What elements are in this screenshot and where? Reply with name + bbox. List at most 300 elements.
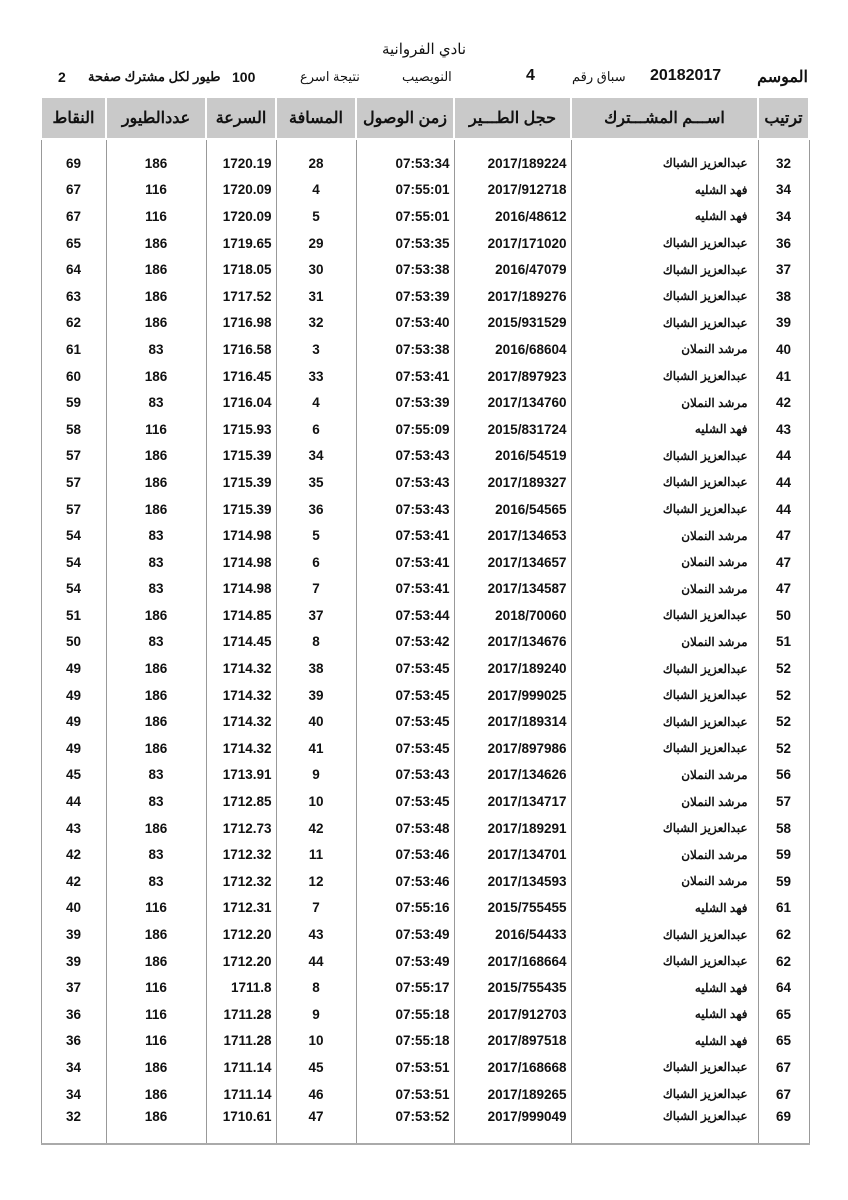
cell-speed: 1712.32 xyxy=(206,841,276,868)
cell-rank: 32 xyxy=(758,139,809,177)
cell-name: عبدالعزيز الشباك xyxy=(571,1054,758,1081)
cell-points: 69 xyxy=(41,139,106,177)
cell-ring: 2017/134717 xyxy=(454,788,571,815)
table-row xyxy=(41,868,809,895)
cell-rank: 56 xyxy=(758,762,809,789)
cell-speed: 1715.39 xyxy=(206,469,276,496)
cell-ring: 2017/189291 xyxy=(454,815,571,842)
cell-rank: 52 xyxy=(758,682,809,709)
club-title: نادي الفروانية xyxy=(381,41,467,58)
cell-ring: 2017/912703 xyxy=(454,1001,571,1028)
cell-speed: 1714.98 xyxy=(206,549,276,576)
cell-arrival: 07:53:46 xyxy=(356,868,454,895)
cell-points: 42 xyxy=(41,841,106,868)
cell-name: عبدالعزيز الشباك xyxy=(571,655,758,682)
cell-ring: 2017/134676 xyxy=(454,629,571,656)
cell-bird-count: 186 xyxy=(106,921,206,948)
cell-bird-count: 83 xyxy=(106,389,206,416)
table-body xyxy=(41,139,809,1144)
cell-ring: 2017/134587 xyxy=(454,576,571,603)
cell-points: 61 xyxy=(41,336,106,363)
race-location: النويصيب xyxy=(402,69,452,84)
table-row xyxy=(41,139,809,177)
cell-points: 39 xyxy=(41,921,106,948)
cell-points: 49 xyxy=(41,655,106,682)
cell-distance: 6 xyxy=(276,416,356,443)
cell-rank: 52 xyxy=(758,735,809,762)
cell-ring: 2017/897923 xyxy=(454,363,571,390)
cell-name: مرشد النملان xyxy=(571,841,758,868)
cell-points: 63 xyxy=(41,283,106,310)
cell-speed: 1714.98 xyxy=(206,576,276,603)
cell-distance: 43 xyxy=(276,921,356,948)
cell-arrival: 07:53:49 xyxy=(356,948,454,975)
table-row xyxy=(41,815,809,842)
cell-name: عبدالعزيز الشباك xyxy=(571,735,758,762)
cell-bird-count: 186 xyxy=(106,948,206,975)
cell-distance: 35 xyxy=(276,469,356,496)
cell-speed: 1714.32 xyxy=(206,708,276,735)
cell-distance: 5 xyxy=(276,203,356,230)
cell-ring: 2017/134593 xyxy=(454,868,571,895)
cell-distance: 40 xyxy=(276,708,356,735)
table-row xyxy=(41,841,809,868)
cell-name: عبدالعزيز الشباك xyxy=(571,1081,758,1108)
cell-points: 51 xyxy=(41,602,106,629)
column-header-ring: حجل الطـــير xyxy=(454,97,571,139)
cell-bird-count: 186 xyxy=(106,1107,206,1144)
cell-bird-count: 83 xyxy=(106,549,206,576)
cell-ring: 2017/171020 xyxy=(454,230,571,257)
cell-points: 39 xyxy=(41,948,106,975)
cell-rank: 36 xyxy=(758,230,809,257)
cell-ring: 2016/54433 xyxy=(454,921,571,948)
season-label: الموسم xyxy=(757,69,808,86)
cell-arrival: 07:53:38 xyxy=(356,256,454,283)
cell-rank: 40 xyxy=(758,336,809,363)
cell-bird-count: 116 xyxy=(106,1028,206,1055)
cell-points: 60 xyxy=(41,363,106,390)
cell-distance: 8 xyxy=(276,974,356,1001)
cell-rank: 34 xyxy=(758,203,809,230)
cell-arrival: 07:55:01 xyxy=(356,177,454,204)
cell-rank: 59 xyxy=(758,841,809,868)
cell-distance: 47 xyxy=(276,1107,356,1144)
cell-arrival: 07:53:43 xyxy=(356,496,454,523)
cell-bird-count: 83 xyxy=(106,841,206,868)
cell-name: مرشد النملان xyxy=(571,389,758,416)
cell-name: فهد الشليه xyxy=(571,203,758,230)
cell-points: 36 xyxy=(41,1001,106,1028)
cell-bird-count: 83 xyxy=(106,788,206,815)
cell-speed: 1711.28 xyxy=(206,1028,276,1055)
cell-name: عبدالعزيز الشباك xyxy=(571,496,758,523)
cell-arrival: 07:55:17 xyxy=(356,974,454,1001)
cell-speed: 1713.91 xyxy=(206,762,276,789)
cell-speed: 1720.09 xyxy=(206,177,276,204)
cell-name: عبدالعزيز الشباك xyxy=(571,948,758,975)
cell-points: 57 xyxy=(41,496,106,523)
cell-name: مرشد النملان xyxy=(571,788,758,815)
cell-distance: 41 xyxy=(276,735,356,762)
cell-ring: 2017/897986 xyxy=(454,735,571,762)
table-row xyxy=(41,230,809,257)
cell-speed: 1716.98 xyxy=(206,310,276,337)
cell-arrival: 07:53:43 xyxy=(356,443,454,470)
cell-arrival: 07:53:41 xyxy=(356,522,454,549)
cell-distance: 7 xyxy=(276,576,356,603)
table-row xyxy=(41,921,809,948)
cell-ring: 2016/54519 xyxy=(454,443,571,470)
cell-arrival: 07:53:51 xyxy=(356,1054,454,1081)
cell-rank: 65 xyxy=(758,1028,809,1055)
cell-name: مرشد النملان xyxy=(571,549,758,576)
table-row xyxy=(41,469,809,496)
cell-rank: 47 xyxy=(758,549,809,576)
cell-rank: 44 xyxy=(758,469,809,496)
cell-bird-count: 83 xyxy=(106,576,206,603)
table-row xyxy=(41,948,809,975)
page-number: 2 xyxy=(58,69,66,85)
cell-name: عبدالعزيز الشباك xyxy=(571,682,758,709)
cell-rank: 44 xyxy=(758,443,809,470)
cell-speed: 1712.73 xyxy=(206,815,276,842)
table-row xyxy=(41,974,809,1001)
cell-speed: 1712.20 xyxy=(206,921,276,948)
cell-rank: 42 xyxy=(758,389,809,416)
cell-points: 62 xyxy=(41,310,106,337)
cell-rank: 38 xyxy=(758,283,809,310)
cell-rank: 47 xyxy=(758,522,809,549)
cell-name: مرشد النملان xyxy=(571,629,758,656)
cell-ring: 2017/134653 xyxy=(454,522,571,549)
cell-rank: 67 xyxy=(758,1081,809,1108)
cell-ring: 2017/134626 xyxy=(454,762,571,789)
cell-speed: 1712.85 xyxy=(206,788,276,815)
cell-name: عبدالعزيز الشباك xyxy=(571,310,758,337)
cell-points: 64 xyxy=(41,256,106,283)
table-row xyxy=(41,363,809,390)
column-header-speed: السرعة xyxy=(206,97,276,139)
table-row xyxy=(41,602,809,629)
cell-arrival: 07:53:43 xyxy=(356,762,454,789)
cell-rank: 64 xyxy=(758,974,809,1001)
cell-points: 32 xyxy=(41,1107,106,1144)
cell-name: مرشد النملان xyxy=(571,576,758,603)
cell-points: 50 xyxy=(41,629,106,656)
cell-bird-count: 186 xyxy=(106,139,206,177)
table-row xyxy=(41,389,809,416)
cell-bird-count: 186 xyxy=(106,256,206,283)
cell-speed: 1711.8 xyxy=(206,974,276,1001)
cell-bird-count: 83 xyxy=(106,336,206,363)
cell-arrival: 07:53:41 xyxy=(356,549,454,576)
cell-distance: 38 xyxy=(276,655,356,682)
cell-speed: 1717.52 xyxy=(206,283,276,310)
cell-points: 49 xyxy=(41,735,106,762)
cell-points: 57 xyxy=(41,443,106,470)
cell-arrival: 07:53:39 xyxy=(356,283,454,310)
cell-ring: 2018/70060 xyxy=(454,602,571,629)
cell-points: 43 xyxy=(41,815,106,842)
cell-name: عبدالعزيز الشباك xyxy=(571,815,758,842)
cell-distance: 8 xyxy=(276,629,356,656)
cell-ring: 2015/755455 xyxy=(454,895,571,922)
cell-arrival: 07:53:45 xyxy=(356,708,454,735)
table-row xyxy=(41,1107,809,1144)
cell-distance: 29 xyxy=(276,230,356,257)
cell-distance: 45 xyxy=(276,1054,356,1081)
cell-ring: 2015/931529 xyxy=(454,310,571,337)
cell-arrival: 07:53:42 xyxy=(356,629,454,656)
cell-points: 40 xyxy=(41,895,106,922)
table-row xyxy=(41,549,809,576)
cell-rank: 58 xyxy=(758,815,809,842)
season-value: 20182017 xyxy=(650,67,722,84)
cell-bird-count: 116 xyxy=(106,416,206,443)
cell-speed: 1712.31 xyxy=(206,895,276,922)
cell-name: فهد الشليه xyxy=(571,974,758,1001)
cell-bird-count: 186 xyxy=(106,655,206,682)
cell-rank: 50 xyxy=(758,602,809,629)
table-row xyxy=(41,735,809,762)
table-row xyxy=(41,655,809,682)
cell-ring: 2017/134701 xyxy=(454,841,571,868)
cell-speed: 1710.61 xyxy=(206,1107,276,1144)
cell-ring: 2017/897518 xyxy=(454,1028,571,1055)
cell-rank: 67 xyxy=(758,1054,809,1081)
cell-arrival: 07:53:39 xyxy=(356,389,454,416)
cell-ring: 2017/168664 xyxy=(454,948,571,975)
cell-bird-count: 116 xyxy=(106,1001,206,1028)
cell-bird-count: 83 xyxy=(106,522,206,549)
cell-ring: 2017/912718 xyxy=(454,177,571,204)
table-row xyxy=(41,762,809,789)
cell-bird-count: 83 xyxy=(106,629,206,656)
cell-bird-count: 186 xyxy=(106,469,206,496)
column-header-distance: المسافة xyxy=(276,97,356,139)
cell-speed: 1714.85 xyxy=(206,602,276,629)
cell-ring: 2016/48612 xyxy=(454,203,571,230)
cell-arrival: 07:53:49 xyxy=(356,921,454,948)
cell-name: عبدالعزيز الشباك xyxy=(571,363,758,390)
cell-rank: 34 xyxy=(758,177,809,204)
cell-distance: 10 xyxy=(276,788,356,815)
cell-name: فهد الشليه xyxy=(571,895,758,922)
cell-speed: 1720.09 xyxy=(206,203,276,230)
table-row xyxy=(41,576,809,603)
cell-name: عبدالعزيز الشباك xyxy=(571,1107,758,1144)
cell-name: عبدالعزيز الشباك xyxy=(571,708,758,735)
cell-bird-count: 186 xyxy=(106,363,206,390)
cell-ring: 2017/189224 xyxy=(454,139,571,177)
cell-distance: 44 xyxy=(276,948,356,975)
cell-name: فهد الشليه xyxy=(571,1028,758,1055)
race-results-table xyxy=(40,96,810,1145)
cell-points: 34 xyxy=(41,1081,106,1108)
cell-bird-count: 186 xyxy=(106,735,206,762)
cell-rank: 65 xyxy=(758,1001,809,1028)
cell-distance: 33 xyxy=(276,363,356,390)
column-header-points: النقاط xyxy=(41,97,106,139)
cell-bird-count: 186 xyxy=(106,310,206,337)
column-header-arrival: زمن الوصول xyxy=(356,97,454,139)
cell-rank: 37 xyxy=(758,256,809,283)
cell-ring: 2017/134657 xyxy=(454,549,571,576)
cell-name: عبدالعزيز الشباك xyxy=(571,469,758,496)
cell-distance: 4 xyxy=(276,389,356,416)
cell-points: 65 xyxy=(41,230,106,257)
cell-speed: 1719.65 xyxy=(206,230,276,257)
cell-distance: 42 xyxy=(276,815,356,842)
cell-speed: 1712.32 xyxy=(206,868,276,895)
cell-points: 57 xyxy=(41,469,106,496)
cell-points: 54 xyxy=(41,522,106,549)
cell-name: مرشد النملان xyxy=(571,522,758,549)
table-row xyxy=(41,443,809,470)
cell-speed: 1712.20 xyxy=(206,948,276,975)
cell-distance: 46 xyxy=(276,1081,356,1108)
cell-distance: 31 xyxy=(276,283,356,310)
table-row xyxy=(41,336,809,363)
cell-distance: 37 xyxy=(276,602,356,629)
cell-arrival: 07:53:34 xyxy=(356,139,454,177)
cell-rank: 62 xyxy=(758,948,809,975)
cell-rank: 52 xyxy=(758,708,809,735)
cell-points: 37 xyxy=(41,974,106,1001)
cell-points: 34 xyxy=(41,1054,106,1081)
cell-bird-count: 116 xyxy=(106,177,206,204)
cell-distance: 36 xyxy=(276,496,356,523)
cell-distance: 32 xyxy=(276,310,356,337)
cell-distance: 28 xyxy=(276,139,356,177)
table-row xyxy=(41,1054,809,1081)
birds-per-page-value: 100 xyxy=(232,69,256,85)
cell-bird-count: 186 xyxy=(106,815,206,842)
cell-arrival: 07:55:16 xyxy=(356,895,454,922)
cell-arrival: 07:53:44 xyxy=(356,602,454,629)
cell-name: مرشد النملان xyxy=(571,762,758,789)
table-row xyxy=(41,177,809,204)
cell-arrival: 07:53:48 xyxy=(356,815,454,842)
cell-distance: 10 xyxy=(276,1028,356,1055)
cell-speed: 1715.93 xyxy=(206,416,276,443)
cell-points: 45 xyxy=(41,762,106,789)
cell-arrival: 07:55:09 xyxy=(356,416,454,443)
cell-ring: 2017/134760 xyxy=(454,389,571,416)
cell-bird-count: 186 xyxy=(106,602,206,629)
cell-speed: 1714.32 xyxy=(206,735,276,762)
cell-speed: 1716.58 xyxy=(206,336,276,363)
table-row xyxy=(41,629,809,656)
table-row xyxy=(41,1028,809,1055)
cell-arrival: 07:53:45 xyxy=(356,735,454,762)
cell-name: عبدالعزيز الشباك xyxy=(571,230,758,257)
cell-ring: 2017/999049 xyxy=(454,1107,571,1144)
cell-rank: 57 xyxy=(758,788,809,815)
cell-distance: 7 xyxy=(276,895,356,922)
column-header-rank: ترتيب xyxy=(758,97,809,139)
cell-arrival: 07:53:46 xyxy=(356,841,454,868)
column-header-name: اســـم المشـــترك xyxy=(571,97,758,139)
cell-bird-count: 186 xyxy=(106,443,206,470)
cell-rank: 41 xyxy=(758,363,809,390)
cell-name: عبدالعزيز الشباك xyxy=(571,443,758,470)
cell-ring: 2016/47079 xyxy=(454,256,571,283)
cell-rank: 47 xyxy=(758,576,809,603)
cell-bird-count: 186 xyxy=(106,496,206,523)
cell-distance: 9 xyxy=(276,1001,356,1028)
cell-points: 54 xyxy=(41,549,106,576)
cell-speed: 1715.39 xyxy=(206,443,276,470)
cell-bird-count: 186 xyxy=(106,283,206,310)
cell-bird-count: 186 xyxy=(106,1054,206,1081)
cell-arrival: 07:53:41 xyxy=(356,576,454,603)
cell-ring: 2015/831724 xyxy=(454,416,571,443)
cell-arrival: 07:53:45 xyxy=(356,788,454,815)
cell-speed: 1711.28 xyxy=(206,1001,276,1028)
cell-points: 36 xyxy=(41,1028,106,1055)
cell-distance: 34 xyxy=(276,443,356,470)
cell-rank: 51 xyxy=(758,629,809,656)
cell-speed: 1720.19 xyxy=(206,139,276,177)
table-row xyxy=(41,416,809,443)
cell-arrival: 07:53:38 xyxy=(356,336,454,363)
cell-rank: 39 xyxy=(758,310,809,337)
cell-rank: 59 xyxy=(758,868,809,895)
cell-rank: 62 xyxy=(758,921,809,948)
cell-points: 59 xyxy=(41,389,106,416)
cell-distance: 6 xyxy=(276,549,356,576)
cell-speed: 1714.45 xyxy=(206,629,276,656)
cell-speed: 1716.04 xyxy=(206,389,276,416)
cell-arrival: 07:55:18 xyxy=(356,1028,454,1055)
cell-points: 49 xyxy=(41,708,106,735)
cell-arrival: 07:53:52 xyxy=(356,1107,454,1144)
cell-arrival: 07:53:40 xyxy=(356,310,454,337)
cell-name: عبدالعزيز الشباك xyxy=(571,139,758,177)
cell-bird-count: 116 xyxy=(106,203,206,230)
cell-arrival: 07:53:51 xyxy=(356,1081,454,1108)
table-row xyxy=(41,1081,809,1108)
cell-name: فهد الشليه xyxy=(571,1001,758,1028)
cell-ring: 2016/54565 xyxy=(454,496,571,523)
cell-bird-count: 186 xyxy=(106,708,206,735)
cell-arrival: 07:55:18 xyxy=(356,1001,454,1028)
cell-arrival: 07:53:45 xyxy=(356,655,454,682)
table-row xyxy=(41,522,809,549)
cell-ring: 2017/189276 xyxy=(454,283,571,310)
cell-name: فهد الشليه xyxy=(571,177,758,204)
cell-rank: 61 xyxy=(758,895,809,922)
cell-speed: 1714.32 xyxy=(206,655,276,682)
cell-rank: 43 xyxy=(758,416,809,443)
table-row xyxy=(41,256,809,283)
cell-distance: 9 xyxy=(276,762,356,789)
cell-bird-count: 186 xyxy=(106,1081,206,1108)
cell-name: فهد الشليه xyxy=(571,416,758,443)
cell-rank: 52 xyxy=(758,655,809,682)
column-header-bird-count: عددالطيور xyxy=(106,97,206,139)
table-row xyxy=(41,682,809,709)
cell-arrival: 07:53:45 xyxy=(356,682,454,709)
cell-bird-count: 186 xyxy=(106,682,206,709)
race-number: 4 xyxy=(526,67,535,84)
cell-ring: 2017/168668 xyxy=(454,1054,571,1081)
table-row xyxy=(41,496,809,523)
cell-arrival: 07:53:41 xyxy=(356,363,454,390)
cell-bird-count: 116 xyxy=(106,974,206,1001)
